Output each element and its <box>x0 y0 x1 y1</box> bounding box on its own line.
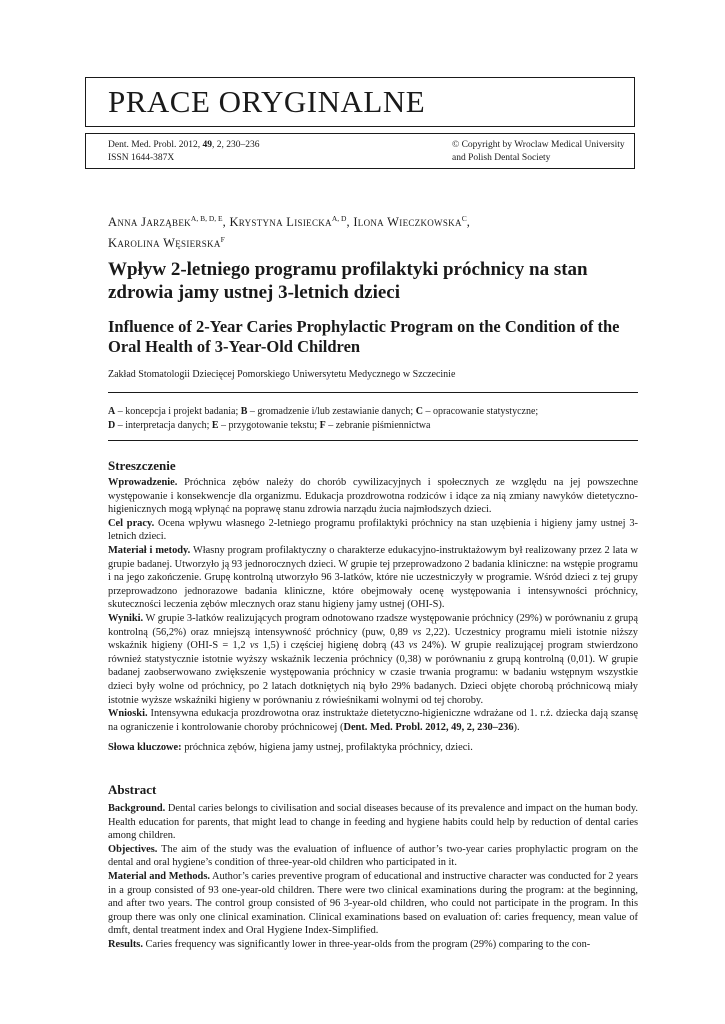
author-role: F <box>220 235 225 245</box>
abstract-body <box>108 802 638 952</box>
author-name: Anna Jarząbek <box>108 215 191 230</box>
wprowadzenie-paragraph: Wprowadzenie. Próchnica zębów należy do chorób cywilizacyjnych i społecznych ze względu na jej powszechne występowanie i konsekwencje dla organizmu. Edukacja prozdrowotna rodziców i idące za nią zmiany nawyków dietetyczno-higienicznych mogą wpłynąć na poprawę stanu zdrowia narządu żucia najmłodszych dzieci. <box>108 477 638 516</box>
streszczenie-heading: Streszczenie <box>108 458 176 473</box>
keywords-paragraph: Słowa kluczowe: próchnica zębów, higiena jamy ustnej, profilaktyka próchnicy, dzieci. <box>108 742 473 754</box>
section-label: PRACE ORYGINALNE <box>108 84 426 119</box>
background-paragraph: Background. Dental caries belongs to civilisation and social diseases because of its prevalence and impact on the human body. Health education for parents, that might lead to change in feeding and hygiene habits could help by reduction of dental caries among children. <box>108 803 638 842</box>
results-paragraph: Results. Caries frequency was significantly lower in three-year-olds from the program (29%) comparing to the con- <box>108 938 591 950</box>
methods-paragraph: Material and Methods. Author’s caries preventive program of educational and instructive character was conducted for 2 years in a group consisted of 93 one-year-old children. There were two clinical examinations during the program: at the beginning, and after two years. The control group consisted of 96 3-year-old children, who could not participate in the program. In this group there was only one clinical examination. Clinical examinations based on evaluation of: caries frequency, mean value of dmft, dental treatment index and Oral Hygiene Index-Simplified. <box>108 870 638 937</box>
wnioski-paragraph: Wnioski. Intensywna edukacja prozdrowotna oraz instruktaże dietetyczno-higieniczne wdrażane od 1. r.ż. dziecka dają szansę na ograniczenie i kontrolowanie choroby próchnicowej (Dent. Med. Probl. 2012, 49, 2, 230–236). <box>108 708 638 733</box>
author-role: A, B, D, E <box>190 214 223 223</box>
wyniki-paragraph: Wyniki. W grupie 3-latków realizujących program odnotowano rzadsze występowanie próchnicy (29%) w porównaniu z grupą kontrolną (56,2%) oraz mniejszą intensywność próchnicy (puw, 0,89 vs 2,22). Uczestnicy programu mieli istotnie niższy wskaźnik higieny (OHI-S = 1,2 vs 1,5) i częściej higienę dobrą (43 vs 24%). W grupie realizującej program stwierdzono również statystycznie istotnie wyższy wskaźnik leczenia próchnicy (0,38) w porównaniu z grupą kontrolną (0,01). W grupie badanej zaobserwowano zwiększenie występowania próchnicy w czasie trwania programu: w badaniu wstępnym wszystkie dzieci były wolne od próchnicy, po 2 latach dotkniętych nią było 29% badanych. Dzieci objęte chorobą próchnicową miały istotnie wyższe wskaźniki higieny w porównaniu z rówieśnikami wolnymi od tej choroby. <box>108 612 638 706</box>
copyright-line-1: © Copyright by Wroclaw Medical University <box>452 140 625 150</box>
divider <box>108 392 638 393</box>
author-name: Karolina Węsierska <box>108 236 221 251</box>
citation-block <box>108 139 259 165</box>
author-role: C <box>461 214 467 223</box>
section-header-box <box>85 77 635 127</box>
journal-meta-box <box>85 133 635 169</box>
divider <box>108 440 638 441</box>
material-paragraph: Materiał i metody. Własny program profilaktyczny o charakterze edukacyjno-instruktażowym był realizowany przez 2 lata w grupie badanej. Utworzyło ją 93 jednorocznych dzieci. W grupie tej przeprowadzono 2 badania kliniczne: na wstępie programu i na jego zakończenie. Grupę kontrolną utworzyło 96 3-latków, które nie uczestniczyły w programie. Wśród dzieci z tej grupy przeprowadzono jednorazowe badania kliniczne, które obejmowały ocenę występowania i intensywności próchnicy, skuteczności leczenia zębów mlecznych oraz stanu higieny jamy ustnej (OHI-S). <box>108 544 638 611</box>
article-title-en: Influence of 2-Year Caries Prophylactic Program on the Condition of the Oral Health of 3-Year-Old Children <box>108 317 620 356</box>
abstract-heading: Abstract <box>108 782 157 797</box>
issn: ISSN 1644-387X <box>108 153 175 163</box>
objectives-paragraph: Objectives. The aim of the study was the evaluation of influence of author’s two-year caries prophylactic program on the dental and oral hygiene’s condition of three-year-old children who participated in it. <box>108 843 638 869</box>
citation-line: Dent. Med. Probl. 2012, 49, 2, 230–236 <box>108 140 260 150</box>
author-role: A, D <box>331 214 347 223</box>
contribution-legend: A – koncepcja i projekt badania; B – gromadzenie i/lub zestawianie danych; C – opracowanie statystyczne; D – interpretacja danych; E – przygotowanie tekstu; F – zebranie piśmiennictwa <box>108 406 539 431</box>
affiliation: Zakład Stomatologii Dziecięcej Pomorskiego Uniwersytetu Medycznego w Szczecinie <box>108 369 456 380</box>
author-name: Ilona Wieczkowska <box>353 215 462 230</box>
streszczenie-body <box>108 476 638 755</box>
author-name: Krystyna Lisiecka <box>229 215 332 230</box>
copyright-block <box>452 139 625 165</box>
author-list: Anna Jarząbek$^{A, B, D, E}$, Krystyna Lisiecka$^{A, D}$, Ilona Wieczkowska$^C$, Karolina Węsierska$^F$ <box>108 214 471 251</box>
cel-paragraph: Cel pracy. Ocena wpływu własnego 2-letniego programu profilaktyki próchnicy na stan uzębienia i higieny jamy ustnej 3-letnich dzieci. <box>108 517 638 543</box>
article-title-pl: Wpływ 2-letniego programu profilaktyki próchnicy na stan zdrowia jamy ustnej 3-letnich dzieci <box>108 259 588 303</box>
copyright-line-2: and Polish Dental Society <box>452 153 551 163</box>
